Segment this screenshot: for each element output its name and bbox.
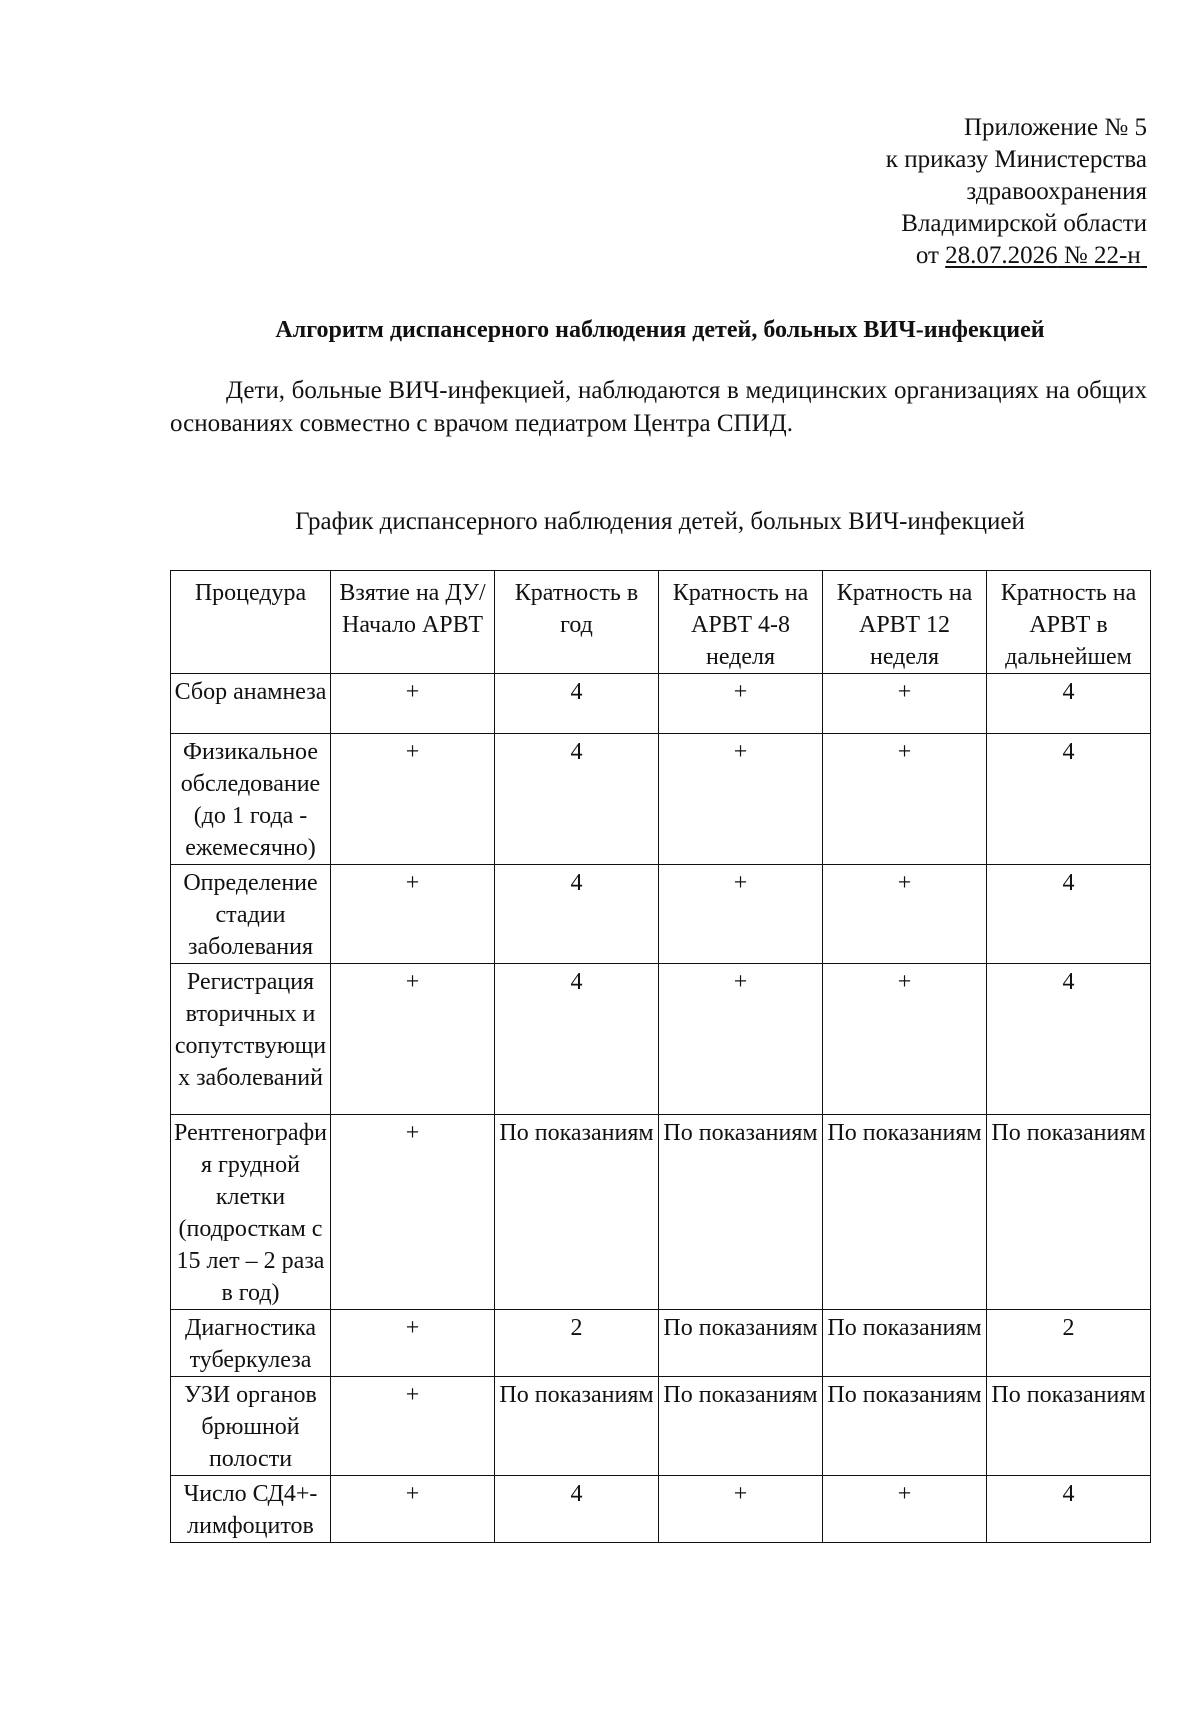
table-cell: 2 [495,1310,659,1377]
appendix-number-sign: № [1057,242,1095,269]
table-cell: По показаниям [495,1377,659,1476]
procedure-cell: Сбор анамнеза [171,674,331,734]
table-cell: + [331,734,495,865]
table-row [171,1377,1151,1476]
table-cell: + [659,964,823,1115]
procedure-cell: Диагностика туберкулеза [171,1310,331,1377]
table-cell: + [659,1476,823,1543]
table-cell: По показаниям [659,1115,823,1310]
table-cell: По показаниям [823,1310,987,1377]
table-cell: 4 [495,674,659,734]
table-cell: 4 [987,865,1151,964]
table-row [171,1476,1151,1543]
table-row [171,674,1151,734]
table-cell: + [823,674,987,734]
table-cell: 4 [495,964,659,1115]
table-row [171,1115,1151,1310]
header-per-year: Кратность в год [495,571,659,674]
table-cell: + [331,674,495,734]
document-title: Алгоритм диспансерного наблюдения детей, больных ВИЧ-инфекцией [275,317,1045,343]
procedure-cell: Число СД4+-лимфоцитов [171,1476,331,1543]
header-week-4-8: Кратность на АРВТ 4-8 неделя [659,571,823,674]
intro-paragraph: Дети, больные ВИЧ-инфекцией, наблюдаются в медицинских организациях на общих основаниях совместно с врачом педиатром Центра СПИД. [170,377,1147,437]
appendix-date-line [886,240,1147,272]
header-later: Кратность на АРВТ в дальнейшем [987,571,1151,674]
table-cell: + [659,674,823,734]
appendix-date-prefix: от [915,242,946,269]
procedure-cell: УЗИ органов брюшной полости [171,1377,331,1476]
table-cell: + [659,734,823,865]
appendix-number: Приложение № 5 [963,114,1147,141]
header-procedure: Процедура [171,571,331,674]
appendix-order-ref: к приказу Министерства [885,146,1147,173]
procedure-cell: Физикальное обследование (до 1 года - ежемесячно) [171,734,331,865]
table-cell: + [331,964,495,1115]
table-cell: + [331,1115,495,1310]
schedule-title: График диспансерного наблюдения детей, больных ВИЧ-инфекцией [295,508,1025,535]
table-cell: 4 [987,734,1151,865]
table-cell: По показаниям [823,1115,987,1310]
table-cell: + [331,1476,495,1543]
appendix-ministry: здравоохранения [966,178,1147,205]
table-cell: 4 [987,674,1151,734]
table-cell: 4 [987,964,1151,1115]
table-header-row [171,571,1151,674]
appendix-region: Владимирской области [901,210,1147,237]
table-cell: По показаниям [987,1115,1151,1310]
table-cell: 4 [987,1476,1151,1543]
table-cell: + [823,865,987,964]
table-cell: 4 [495,1476,659,1543]
table-row [171,734,1151,865]
table-row [171,964,1151,1115]
header-week-12: Кратность на АРВТ 12 неделя [823,571,987,674]
appendix-order-number: 22-н [1094,242,1141,269]
appendix-date: 28.07.2026 [945,242,1058,269]
schedule-table [170,570,1151,1543]
appendix-block [886,112,1147,272]
table-cell: + [823,964,987,1115]
procedure-cell: Рентгенография грудной клетки (подросткам с 15 лет – 2 раза в год) [171,1115,331,1310]
table-cell: По показаниям [823,1377,987,1476]
procedure-cell: Определение стадии заболевания [171,865,331,964]
table-cell: + [823,734,987,865]
procedure-cell: Регистрация вторичных и сопутствующих заболеваний [171,964,331,1115]
table-cell: 4 [495,734,659,865]
table-cell: + [331,1310,495,1377]
table-cell: + [823,1476,987,1543]
table-row [171,865,1151,964]
table-cell: По показаниям [987,1377,1151,1476]
table-cell: + [331,865,495,964]
table-cell: + [331,1377,495,1476]
header-registration: Взятие на ДУ/ Начало АРВТ [331,571,495,674]
table-row [171,1310,1151,1377]
table-cell: По показаниям [659,1377,823,1476]
table-cell: 2 [987,1310,1151,1377]
table-cell: 4 [495,865,659,964]
table-cell: По показаниям [495,1115,659,1310]
table-cell: По показаниям [659,1310,823,1377]
table-cell: + [659,865,823,964]
